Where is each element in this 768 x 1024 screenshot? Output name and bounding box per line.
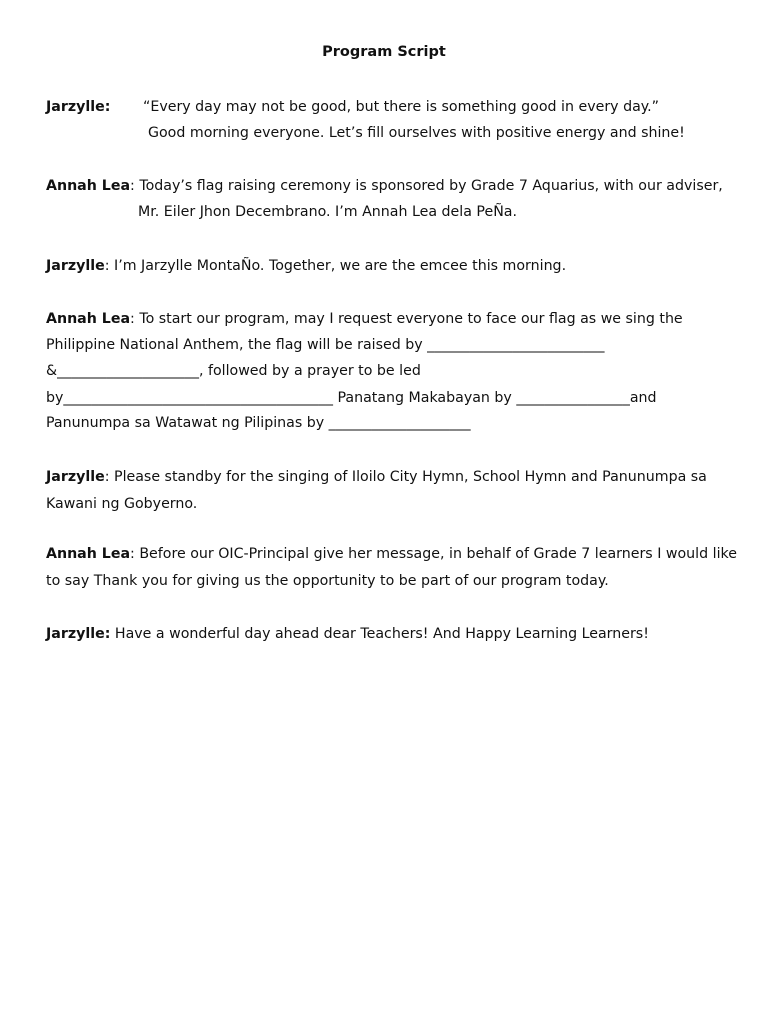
dialogue-line	[148, 124, 685, 142]
dialogue-text: : Please standby for the singing of Iloilo City Hymn, School Hymn and Panunumpa sa	[104, 469, 707, 485]
speaker-name: Annah Lea	[46, 311, 131, 327]
dialogue-line	[46, 625, 649, 643]
dialogue-text: : To start our program, may I request everyone to face our flag as we sing the	[130, 311, 683, 327]
dialogue-text: by______________________________________ Panatang Makabayan by ________________and	[46, 390, 657, 406]
dialogue-line	[143, 98, 659, 116]
dialogue-text: Panunumpa sa Watawat ng Pilipinas by ____________________	[46, 415, 471, 431]
dialogue-line	[46, 468, 707, 486]
dialogue-line	[46, 98, 110, 116]
dialogue-line	[46, 310, 683, 328]
dialogue-line	[46, 572, 609, 590]
document-title: Program Script	[322, 44, 446, 60]
speaker-name: Jarzylle:	[46, 626, 111, 642]
dialogue-line	[46, 362, 421, 380]
dialogue-text: : I’m Jarzylle MontaÑo. Together, we are the emcee this morning.	[104, 258, 567, 274]
dialogue-line	[46, 545, 737, 563]
dialogue-text: Good morning everyone. Let’s fill ourselves with positive energy and shine!	[148, 125, 685, 141]
dialogue-text: Philippine National Anthem, the flag will be raised by _________________________	[46, 337, 605, 353]
dialogue-text: Have a wonderful day ahead dear Teachers! And Happy Learning Learners!	[110, 626, 649, 642]
dialogue-line	[46, 336, 605, 354]
speaker-name: Jarzylle	[46, 258, 105, 274]
speaker-name: Jarzylle	[46, 469, 105, 485]
dialogue-text: Mr. Eiler Jhon Decembrano. I’m Annah Lea dela PeÑa.	[138, 204, 518, 220]
speaker-name: Annah Lea	[46, 178, 131, 194]
speaker-name: Annah Lea	[46, 546, 131, 562]
dialogue-text: : Today’s flag raising ceremony is sponsored by Grade 7 Aquarius, with our adviser,	[130, 178, 723, 194]
dialogue-line	[46, 177, 723, 195]
dialogue-line	[138, 203, 517, 221]
dialogue-text: &____________________, followed by a prayer to be led	[46, 363, 421, 379]
dialogue-text: : Before our OIC-Principal give her message, in behalf of Grade 7 learners I would like	[130, 546, 737, 562]
dialogue-line	[46, 495, 197, 513]
speaker-name: Jarzylle:	[46, 99, 111, 115]
dialogue-line	[46, 414, 471, 432]
dialogue-line	[46, 257, 566, 275]
dialogue-line	[46, 389, 657, 407]
dialogue-text: “Every day may not be good, but there is something good in every day.”	[143, 99, 660, 115]
dialogue-text: Kawani ng Gobyerno.	[46, 496, 198, 512]
dialogue-text: to say Thank you for giving us the opportunity to be part of our program today.	[46, 573, 609, 589]
